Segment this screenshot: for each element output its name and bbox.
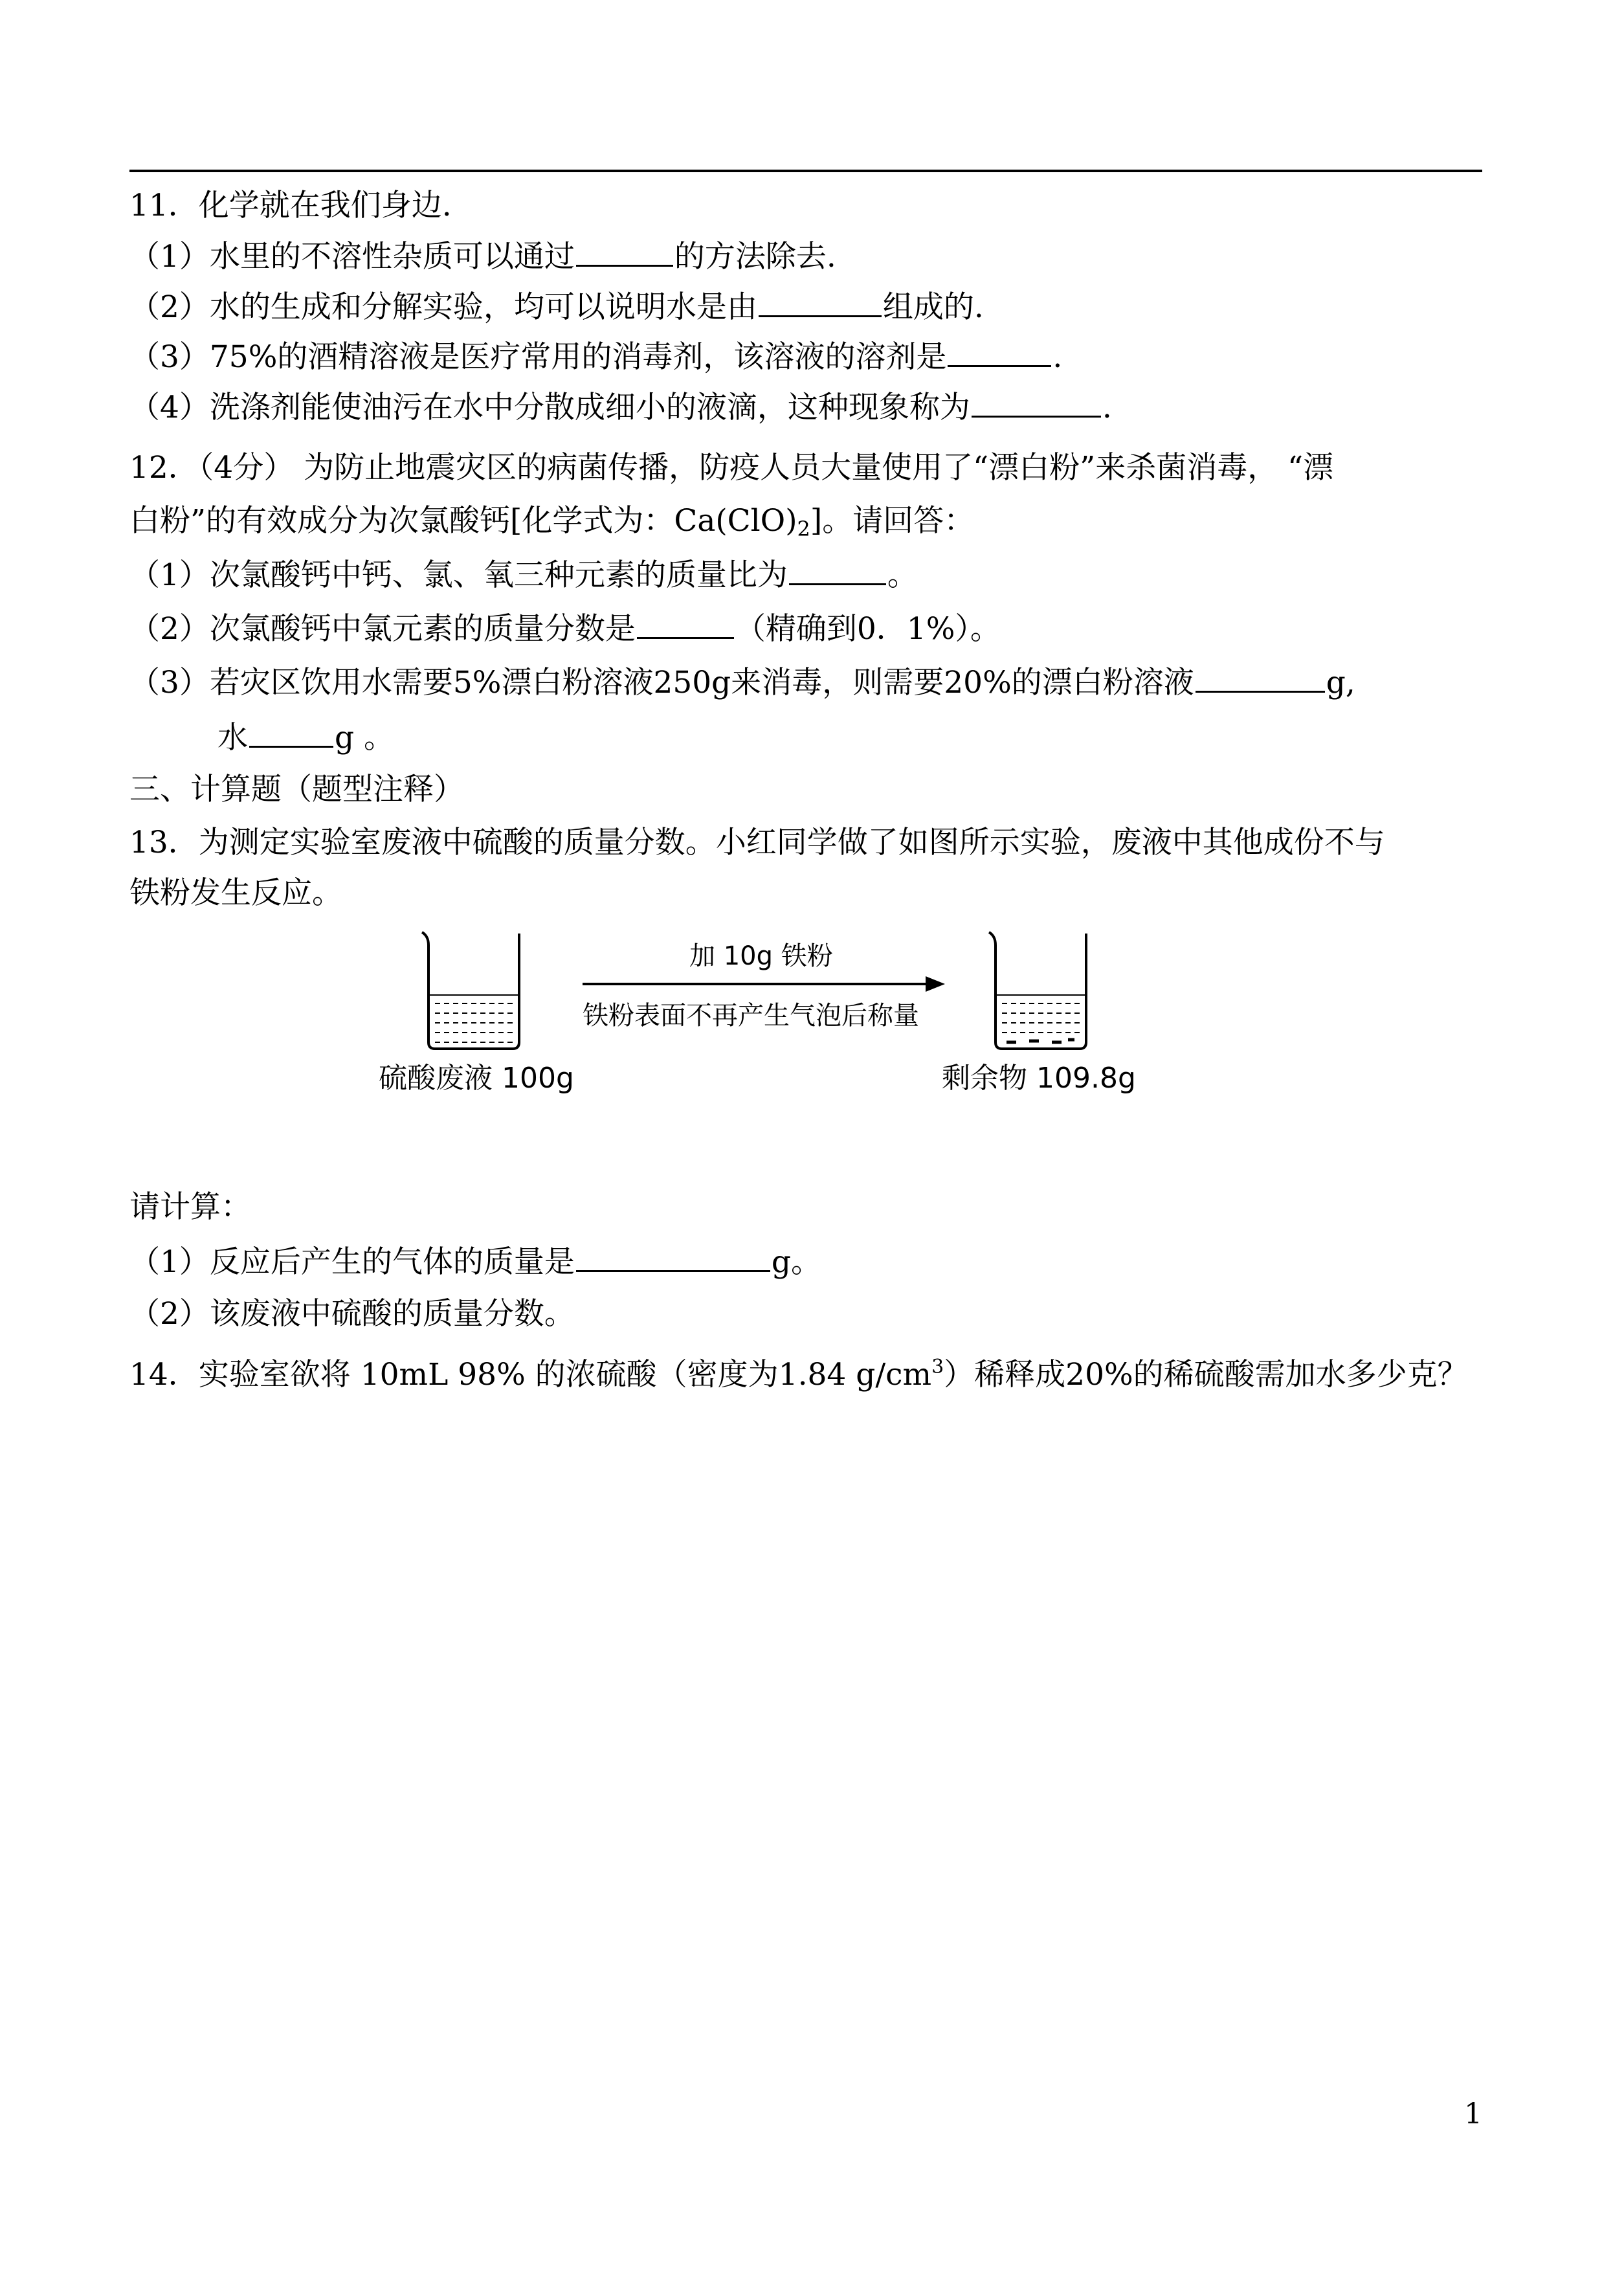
left-beaker-label: 硫酸废液 100g	[379, 1062, 574, 1095]
q12-part1: （1）次氯酸钙中钙、氯、氧三种元素的质量比为 。	[129, 555, 918, 595]
q13-prompt: 请计算：	[129, 1189, 251, 1225]
q12-part3-water: 水 g 。	[217, 717, 394, 757]
q12-part3: （3）若灾区饮用水需要5%漂白粉溶液250g来消毒，则需要20%的漂白粉溶液 g,	[129, 662, 1355, 702]
arrow-top-label: 加 10g 铁粉	[689, 941, 833, 971]
right-beaker	[989, 932, 1086, 1049]
left-beaker	[422, 932, 519, 1049]
answer-blank[interactable]	[576, 236, 673, 267]
section-heading: 三、计算题（题型注释）	[129, 772, 464, 807]
q13-stem-line1: 13．为测定实验室废液中硫酸的质量分数。小红同学做了如图所示实验，废液中其他成份不与	[129, 825, 1385, 860]
q12-stem-line1: 12．（4分） 为防止地震灾区的病菌传播，防疫人员大量使用了“漂白粉”来杀菌消毒， “漂	[129, 450, 1334, 486]
answer-blank[interactable]	[576, 1242, 770, 1272]
page-number: 1	[1464, 2097, 1482, 2131]
q13-part1: （1）反应后产生的气体的质量是 g。	[129, 1242, 821, 1282]
q12-part2: （2）次氯酸钙中氯元素的质量分数是 （精确到0．1%）。	[129, 609, 1001, 649]
q11-part2: （2）水的生成和分解实验，均可以说明水是由 组成的.	[129, 287, 984, 327]
answer-blank[interactable]	[972, 387, 1101, 418]
q13-part2: （2）该废液中硫酸的质量分数。	[129, 1296, 575, 1332]
answer-blank[interactable]	[637, 609, 734, 639]
reaction-arrow	[583, 976, 945, 992]
answer-blank[interactable]	[759, 287, 882, 317]
answer-blank[interactable]	[1196, 662, 1325, 693]
q11-part4: （4）洗涤剂能使油污在水中分散成细小的液滴，这种现象称为 .	[129, 387, 1112, 427]
answer-blank[interactable]	[249, 717, 333, 748]
q14-stem: 14．实验室欲将 10mL 98% 的浓硫酸（密度为1.84 $g/cm^3$）稀释成20%的稀硫酸需加水多少克？	[129, 1356, 1468, 1393]
answer-blank[interactable]	[948, 337, 1051, 367]
answer-blank[interactable]	[789, 555, 886, 585]
q12-stem-line2: 白粉”的有效成分为次氯酸钙[化学式为：Ca(ClO)2]。请回答：	[129, 503, 975, 541]
q11-part1: （1）水里的不溶性杂质可以通过 的方法除去.	[129, 236, 836, 276]
right-beaker-label: 剩余物 109.8g	[942, 1062, 1136, 1095]
q13-stem-line2: 铁粉发生反应。	[129, 875, 342, 911]
arrow-bottom-label: 铁粉表面不再产生气泡后称量	[583, 1001, 919, 1031]
q11-part3: （3）75%的酒精溶液是医疗常用的消毒剂，该溶液的溶剂是 .	[129, 337, 1062, 377]
q11-stem: 11．化学就在我们身边.	[129, 188, 452, 223]
header-rule	[129, 170, 1482, 172]
experiment-figure	[362, 919, 1178, 1113]
